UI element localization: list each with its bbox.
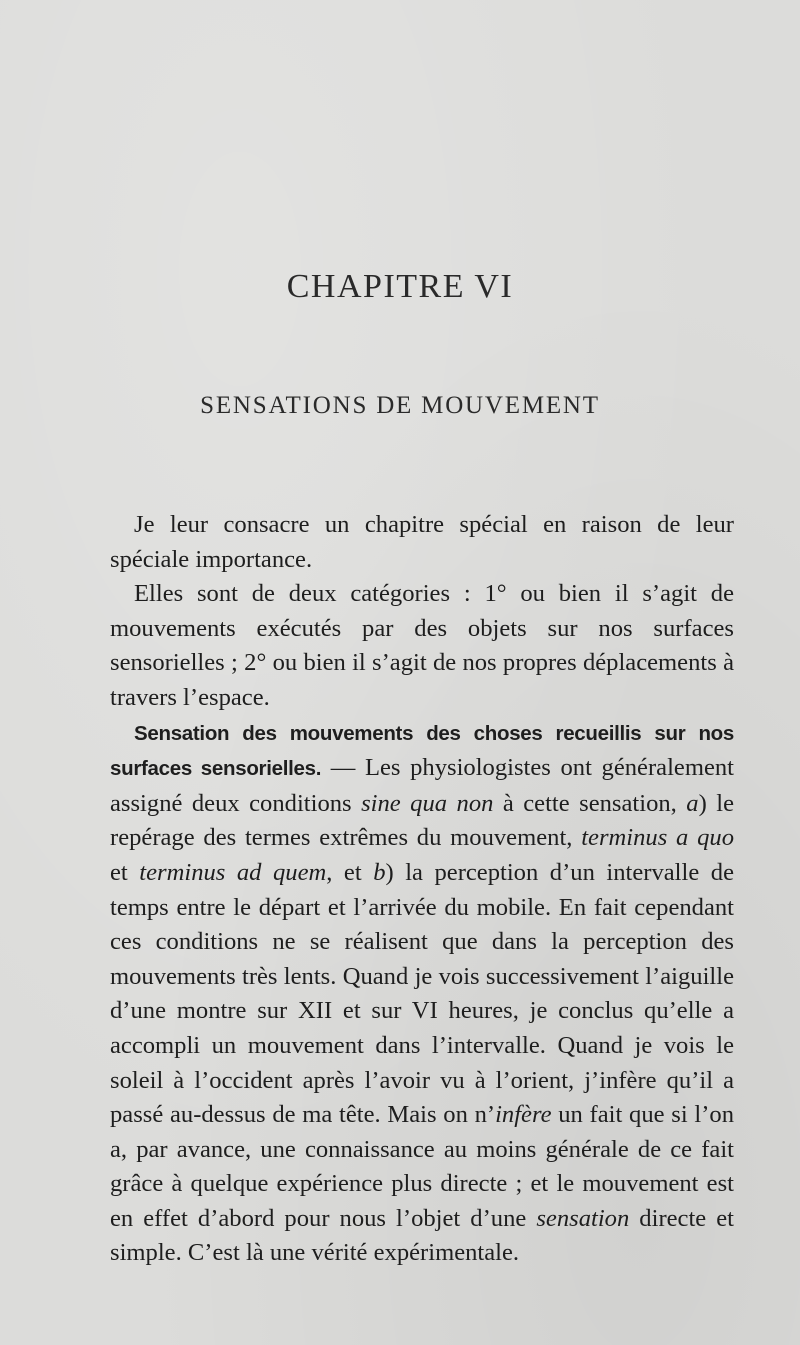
text-run: et	[110, 858, 140, 886]
text-run: , et	[326, 858, 374, 886]
section-run-in-heading: Sensation des mouvements des choses recueillis sur nos surfaces sensorielles.	[110, 721, 734, 781]
italic-term: infère	[495, 1101, 552, 1129]
text-run: ) la perception d’un intervalle de temps entre le départ et l’arrivée du mobile. En fait cependant ces conditions ne se réalisent que dans la perception des mouvements très lents. Quand je vois successivement l’aiguille d’une montre sur XII et sur VI heures, je conclus qu’elle a accompli un mouvement dans l’intervalle. Quand je vois le soleil à l’occident après l’avoir vu à l’orient, j’infère qu’il a passé au-dessus de ma tête. Mais on n’	[110, 858, 734, 1129]
italic-term: a	[686, 789, 699, 817]
paragraph-categories: Elles sont de deux catégories : 1° ou bien il s’agit de mouvements exécutés par des objets sur nos surfaces sensorielles ; 2° ou bien il s’agit de nos propres déplacements à travers l’espace.	[110, 580, 734, 711]
chapter-title: SENSATIONS DE MOUVEMENT	[200, 392, 600, 419]
body-text	[110, 508, 734, 1271]
italic-term: sensation	[536, 1204, 630, 1232]
italic-term: terminus ad quem	[139, 858, 327, 886]
italic-term: terminus a quo	[581, 824, 734, 852]
text-run: à cette sensation,	[493, 789, 687, 817]
chapter-number: CHAPITRE VI	[286, 268, 514, 305]
text-run: — Les physiologistes ont généralement assigné deux conditions	[110, 754, 734, 817]
paragraph-sensation	[110, 716, 734, 1272]
italic-term: b	[373, 858, 386, 886]
paragraph-intro: Je leur consacre un chapitre spécial en raison de leur spéciale importance.	[110, 511, 734, 573]
text-run: directe et simple. C’est là une vérité expérimentale.	[110, 1204, 734, 1267]
text-run: un fait que si l’on a, par avance, une connaissance au moins générale de ce fait grâce à quelque expérience plus directe ; et le mouvement est en effet d’abord pour nous l’objet d’une	[110, 1101, 735, 1232]
text-run: ) le repérage des termes extrêmes du mouvement,	[110, 789, 734, 852]
italic-term: sine qua non	[361, 789, 494, 817]
